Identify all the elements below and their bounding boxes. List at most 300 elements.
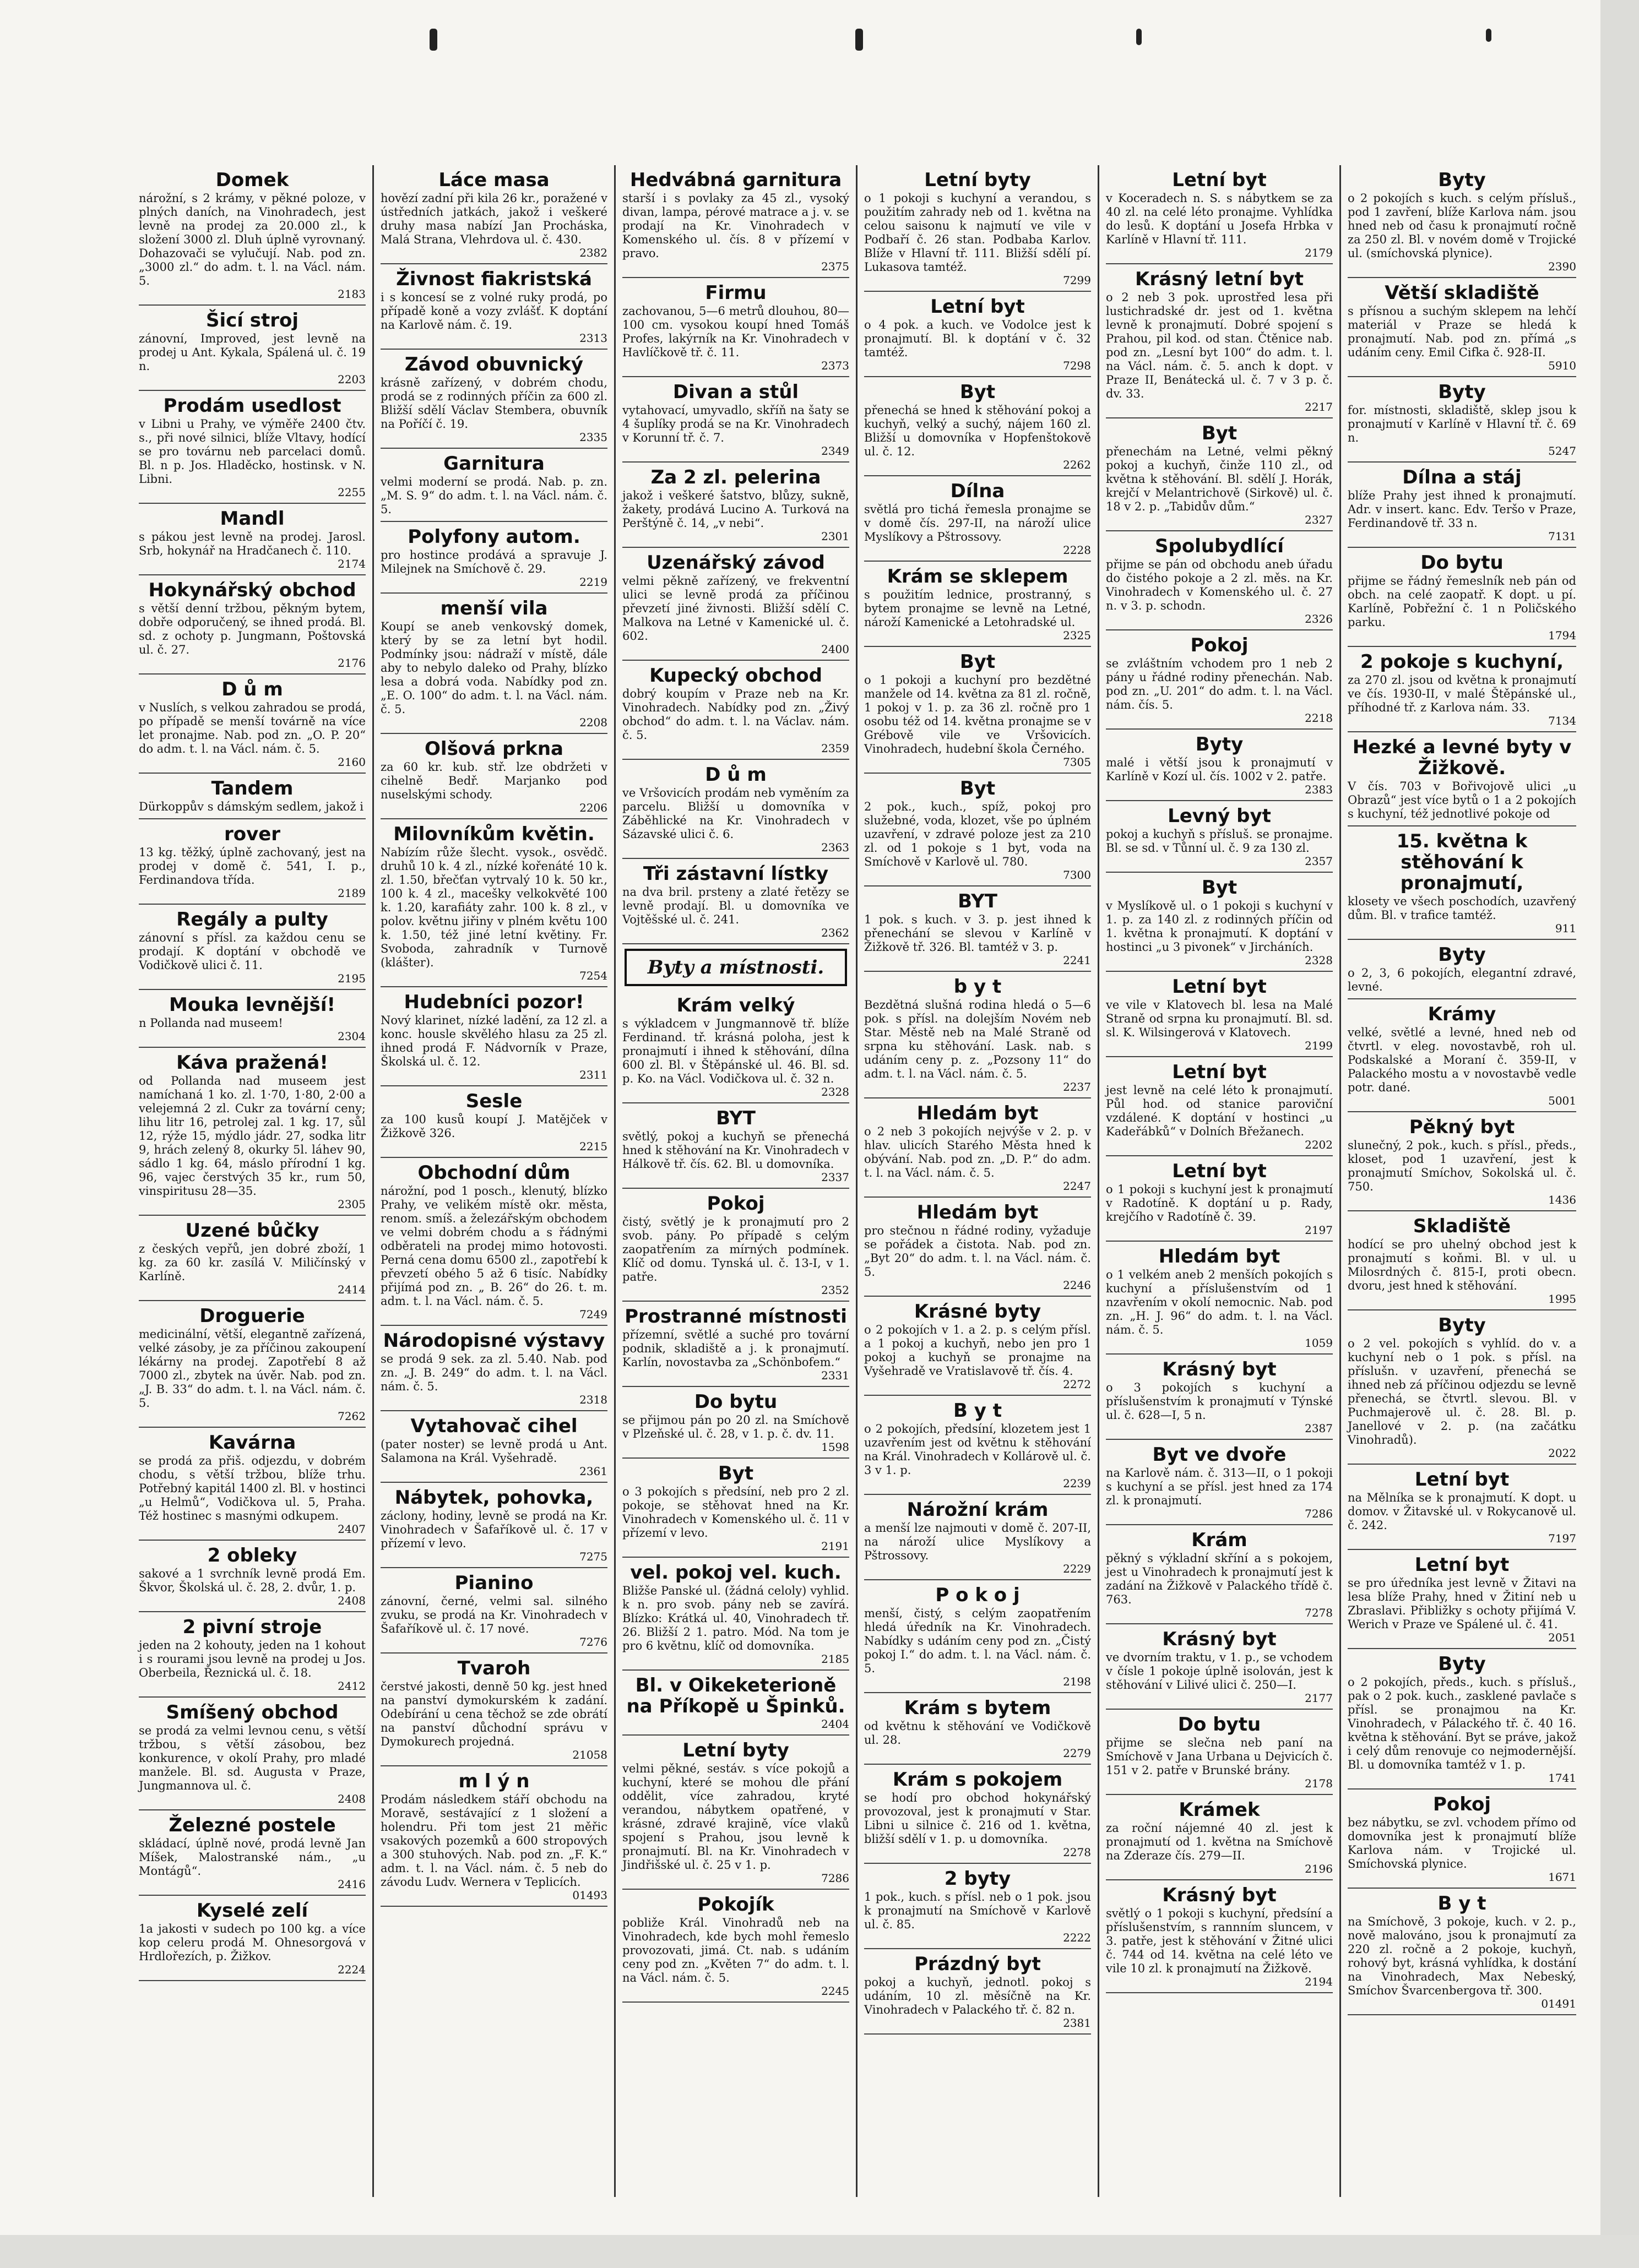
classified-ad xyxy=(139,1896,366,1981)
ad-heading: Hokynářský obchod xyxy=(148,579,356,601)
ad-text: for. místnosti, skladiště, sklep jsou k pronajmutí v Karlíně v Hlavní tř. č. 69 n. xyxy=(1348,404,1576,444)
classified-ad xyxy=(864,1765,1091,1864)
classified-ad xyxy=(381,987,607,1086)
classified-ad xyxy=(139,819,366,905)
ad-text: pobliže Král. Vinohradů neb na Vinohradech, kde bych mohl řemeslo provozovati, jimá. Ct. nab. s udáním ceny pod zn. „Květen 7“ do adm. t. l. na Václ. nám. č. 5. xyxy=(622,1916,849,1984)
ad-text: přijme se řádný řemeslník neb pán od obch. na celé zaopatř. K dopt. u pí. Karlíně, Pobřežní č. 1 n Poličského parku. xyxy=(1348,574,1576,629)
ad-number: 2326 xyxy=(1305,612,1333,626)
ad-heading: Krám se sklepem xyxy=(887,565,1068,588)
ad-number: 2318 xyxy=(579,1393,607,1406)
ad-heading: Garnitura xyxy=(443,453,545,475)
ad-text: na Mělníka se k pronajmutí. K dopt. u domov. v Žitavské ul. v Rokycanově ul. č. 242. xyxy=(1348,1491,1576,1532)
ad-number: 2199 xyxy=(1305,1039,1333,1052)
ad-number: 2352 xyxy=(821,1283,849,1297)
classified-ad xyxy=(381,522,607,594)
classified-ad xyxy=(864,1098,1091,1198)
ad-text: od květnu k stěhování ve Vodičkově ul. 28. xyxy=(864,1720,1091,1747)
classified-ad xyxy=(1106,873,1333,972)
ad-heading: B y t xyxy=(1437,1892,1486,1915)
ad-heading: Byty xyxy=(1438,1653,1486,1675)
ad-heading: Hledám byt xyxy=(916,1102,1039,1124)
classified-ad xyxy=(1106,1624,1333,1710)
ad-text: klosety ve všech poschodích, uzavřený dům. Bl. v trafice tamtéž. xyxy=(1348,895,1576,922)
ad-heading: BYT xyxy=(958,890,997,912)
ad-number: 2218 xyxy=(1305,711,1333,725)
ad-text: přijme se slečna neb paní na Smíchově v Jana Urbana u Dejvicích č. 151 v 2. patře v Brunské brány. xyxy=(1106,1736,1333,1777)
ad-number: 2328 xyxy=(821,1085,849,1098)
ad-number: 2304 xyxy=(338,1030,366,1043)
classified-ad xyxy=(622,859,849,944)
classified-ad xyxy=(381,1766,607,1907)
ad-heading: Letní byt xyxy=(1172,169,1267,191)
ad-text: Nabízím růže šlecht. vysok., osvědč. druhů 10 k. 4 zl., nízké kořenáté 10 k. zl. 1.50, břečťan vytrvalý 10 k. 50 kr., 100 k. 4 zl., macešky velkokvěté 100 k. 1.20, karafiáty zahr. 100 k. 8 zl., v polov. květnu jiřiny v plném květu 100 k. 1.50, též jiné letní květiny. Fr. Svoboda, zahradník v Turnově (klášter). xyxy=(381,846,607,969)
classified-ad xyxy=(864,165,1091,292)
classified-ad xyxy=(864,1297,1091,1396)
classified-ad xyxy=(381,350,607,449)
ad-number: 2375 xyxy=(821,260,849,273)
classified-ad xyxy=(139,1612,366,1698)
ad-text: n Pollanda nad museem! xyxy=(139,1016,283,1030)
ad-number: 2245 xyxy=(821,1984,849,1998)
classified-ad xyxy=(139,504,366,575)
classified-ad xyxy=(381,1086,607,1158)
ad-number: 2349 xyxy=(821,444,849,458)
ad-text: Dürkoppův s dámským sedlem, jakož i xyxy=(139,800,363,813)
ad-heading: Do bytu xyxy=(1177,1714,1261,1736)
ad-text: o 4 pok. a kuch. ve Vodolce jest k pronajmutí. Bl. k doptání v č. 32 tamtéž. xyxy=(864,318,1091,359)
classified-ad xyxy=(1106,1710,1333,1795)
classified-ad xyxy=(381,594,607,734)
classified-ad xyxy=(1106,1440,1333,1525)
ad-text: o 1 pokoji s kuchyní jest k pronajmutí v Radotíně. K doptání u p. Rady, krejčího v Radotíně č. 39. xyxy=(1106,1183,1333,1223)
ad-heading: Byt xyxy=(959,381,996,403)
ad-number: 2179 xyxy=(1305,246,1333,259)
ad-heading: Mandl xyxy=(220,508,285,530)
ad-text: pokoj a kuchyň s přísluš. se pronajme. Bl. se sd. v Tůnní ul. č. 9 za 130 zl. xyxy=(1106,828,1333,855)
classified-ad xyxy=(1106,630,1333,730)
ad-heading: Prázdný byt xyxy=(914,1953,1041,1975)
ad-number: 2051 xyxy=(1548,1631,1576,1644)
ad-heading: Vytahovač cihel xyxy=(410,1415,578,1437)
classified-ad xyxy=(381,1483,607,1568)
ad-text: hodící se pro uhelný obchod jest k pronajmutí s koňmi. Bl. v ul. u Milosrdných č. 815-I, proti obecn. dvoru, jest hned k stěhování. xyxy=(1348,1238,1576,1292)
ad-text: bez nábytku, se zvl. vchodem přímo od domovníka jest k pronajmutí blíže Karlova nám. v Trojické ul. Smíchovská plynice. xyxy=(1348,1816,1576,1870)
ad-text: vytahovací, umyvadlo, skříň na šaty se 4 šuplíky prodá se na Kr. Vinohradech v Korunní tř. č. 7. xyxy=(622,404,849,444)
ad-heading: menší vila xyxy=(440,597,548,619)
ad-text: menší, čistý, s celým zaopatřením hledá úředník na Kr. Vinohradech. Nabídky s udáním ceny pod zn. „Čistý pokoj I.“ do adm. t. l. na Václ. nám. č. 5. xyxy=(864,1607,1091,1675)
ad-text: 1 pok., kuch. s přísl. neb o 1 pok. jsou k pronajmutí na Smíchově v Karlově ul. č. 85. xyxy=(864,1890,1091,1931)
ad-number: 2390 xyxy=(1548,260,1576,273)
ad-number: 7299 xyxy=(1063,274,1091,287)
ad-number: 7278 xyxy=(1305,1606,1333,1619)
ad-text: o 2 pokojích s kuch. s celým přísluš., pod 1 zavření, blíže Karlova nám. jsou hned neb od času k pronajmutí ročně za 250 zl. Bl. v novém domě v Trojické ul. (smíchovská plynice). xyxy=(1348,192,1576,260)
ad-heading: Za 2 zl. pelerina xyxy=(650,466,821,488)
classified-ad xyxy=(622,1387,849,1459)
ad-text: i s koncesí se z volné ruky prodá, po případě koně a vozy zvlášť. K doptání na Karlově nám. č. 19. xyxy=(381,291,607,331)
ad-heading: Domek xyxy=(215,169,289,191)
ad-text: s použitím lednice, prostranný, s bytem pronajme se levně na Letné, nároží Kamenické a Letohradské ul. xyxy=(864,588,1091,629)
ad-heading: D ů m xyxy=(221,678,283,700)
column-1 xyxy=(132,165,374,2197)
classified-ad xyxy=(864,377,1091,476)
ad-number: 1059 xyxy=(1305,1336,1333,1350)
ad-heading: Olšová prkna xyxy=(425,738,563,760)
ad-text: přenechám na Letné, velmi pěkný pokoj a kuchyň, činže 110 zl., od května k stěhování. Bl. sdělí J. Horák, krejčí v Melantrichově (Sirkově) ul. č. 18 v 2. p. „Tabidův dům.“ xyxy=(1106,445,1333,513)
ad-text: 1a jakosti v sudech po 100 kg. a více kop celeru prodá M. Ohnesorgová v Hrdlořezích, p. Žižkov. xyxy=(139,1922,366,1963)
ad-text: o 2 neb 3 pokojích nejvýše v 2. p. v hlav. ulicích Starého Města hned k obývání. Nab. pod zn. „D. P.“ do adm. t. l. na Václ. nám. č. 5. xyxy=(864,1125,1091,1179)
ad-text: medicinální, větší, elegantně zařízená, velké zásoby, je za příčinou zakoupení lékárny na prodej. Zapotřebí 8 až 7000 zl., zbytek na úvěr. Nab. pod zn. „J. B. 33“ do adm. t. l. na Václ. nám. č. 5. xyxy=(139,1328,366,1410)
ad-heading: Hledám byt xyxy=(916,1201,1039,1223)
ad-number: 7286 xyxy=(1305,1507,1333,1520)
ad-text: slunečný, 2 pok., kuch. s přísl., předs., kloset, pod 1 uzavření, jest k pronajmutí Smíchov, Sokolská ul. č. 750. xyxy=(1348,1139,1576,1193)
ad-number: 2176 xyxy=(338,656,366,670)
ad-heading: Větší skladiště xyxy=(1385,282,1539,304)
classified-ad xyxy=(1348,940,1576,999)
ad-text: se prodá 9 sek. za zl. 5.40. Nab. pod zn. „J. B. 249“ do adm. t. l. na Václ. nám. č. 5. xyxy=(381,1352,607,1393)
ad-text: s přísnou a suchým sklepem na lehčí materiál v Praze se hledá k pronajmutí. Nab. pod zn. přímá „s udáním ceny. Emil Cifka č. 928-II. xyxy=(1348,304,1576,359)
ad-text: nárožní, s 2 krámy, v pěkné poloze, v plných daních, na Vinohradech, jest levně na prodej za 20.000 zl., k složení 3000 zl. Dluh úplně vyrovnaný. Dohazovači se vylučují. Nab. pod zn. „3000 zl.“ do adm. t. l. na Václ. nám. 5. xyxy=(139,192,366,287)
ad-heading: Dílna a stáj xyxy=(1402,466,1522,488)
classified-ad xyxy=(1348,826,1576,940)
ad-number: 2412 xyxy=(338,1679,366,1693)
classified-ad xyxy=(1348,1790,1576,1889)
ad-number: 911 xyxy=(1555,922,1576,935)
ad-text: velké, světlé a levné, hned neb od čtvrtl. v eleg. novostavbě, roh ul. Podskalské a Moraní č. 359-II, v Palackého mostu a v novostavbě vedle potr. dané. xyxy=(1348,1026,1576,1094)
ad-heading: Pokoj xyxy=(1190,634,1249,656)
ad-text: na Smíchově, 3 pokoje, kuch. v 2. p., nově malováno, jsou k pronajmutí za 220 zl. ročně a 2 pokoje, kuchyň, rohový byt, krásná vyhlídka, k dostání na Vinohradech, Max Nebeský, Smíchov Švarcenbergova tř. 300. xyxy=(1348,1915,1576,1997)
classified-ad xyxy=(1348,999,1576,1112)
ad-number: 2382 xyxy=(579,246,607,259)
ad-number: 2362 xyxy=(821,926,849,939)
classified-ad xyxy=(864,774,1091,886)
ad-number: 2313 xyxy=(579,331,607,345)
ad-text: zánovní, černé, velmi sal. silného zvuku, se prodá na Kr. Vinohradech v Šafaříkově ul. č. 17 nové. xyxy=(381,1595,607,1635)
classified-ad xyxy=(622,1302,849,1387)
classified-ad xyxy=(381,1411,607,1483)
ad-heading: 15. května k stěhování k pronajmutí, xyxy=(1396,830,1528,894)
ad-heading: P o k o j xyxy=(935,1584,1020,1606)
ad-text: čistý, světlý je k pronajmutí pro 2 svob. pány. Po případě s celým zaopatřením za mírných podmínek. Klíč od domu. Tynská ul. č. 13-I, v 1. patře. xyxy=(622,1215,849,1283)
classified-ad xyxy=(864,476,1091,562)
ad-number: 2272 xyxy=(1063,1378,1091,1391)
classified-ad xyxy=(864,1396,1091,1495)
ad-number: 2177 xyxy=(1305,1692,1333,1705)
ad-heading: Krásný letní byt xyxy=(1135,268,1304,290)
ad-heading: Národopisné výstavy xyxy=(383,1330,605,1352)
ad-number: 7249 xyxy=(579,1308,607,1321)
ad-heading: Tvaroh xyxy=(457,1657,531,1679)
ad-text: od Pollanda nad museem jest namíchaná 1 ko. zl. 1·70, 1·80, 2·00 a velejemná 2 zl. Cukr za tovární ceny; lihu litr 16, petrolej zal. 1 kg. 17, sůl 12, rýže 15, mýdlo jádr. 27, sodka litr 9, hrách zelený 8, okurky 5l. láhev 90, sádlo 1 kg. 64, máslo přírodní 1 kg. 96, vajec čerstvých 35 kr., rum 50, vinspiritusu 28—35. xyxy=(139,1074,366,1198)
ad-text: na dva bril. prsteny a zlaté řetězy se levně prodají. Bl. u domovníka ve Vojtěšské ul. č. 241. xyxy=(622,885,849,926)
ad-heading: Byty xyxy=(1438,944,1486,966)
ad-heading: Tandem xyxy=(211,777,294,799)
ad-heading: Závod obuvnický xyxy=(404,353,584,376)
ad-heading: Hedvábná garnitura xyxy=(629,169,842,191)
classified-ad xyxy=(139,675,366,774)
classified-ad xyxy=(139,905,366,990)
ad-heading: Skladiště xyxy=(1413,1215,1511,1237)
classified-ad xyxy=(381,1326,607,1411)
classified-ad xyxy=(139,165,366,306)
ad-heading: Letní byt xyxy=(1414,1469,1510,1491)
ad-number: 2189 xyxy=(338,886,366,900)
ad-number: 21058 xyxy=(572,1748,607,1761)
ad-heading: Pokojík xyxy=(697,1894,774,1916)
ad-text: nárožní, pod 1 posch., klenutý, blízko Prahy, ve velikém místě okr. města, renom. smíš. a železářským obchodem ve velmi dobrém chodu a s řádnými odběrateli na prodej mimo hotovosti. Perná cena domu 6500 zl., zapotřebí k převzetí obého 5 až 6 tisíc. Nabídky přijímá pod zn. „ B. 26“ do 26. t. m. adm. t. l. na Václ. nám. č. 5. xyxy=(381,1184,607,1308)
ad-heading: Krám xyxy=(1191,1529,1247,1551)
ad-number: 2202 xyxy=(1305,1138,1333,1151)
binding-mark xyxy=(855,29,863,51)
ad-heading: b y t xyxy=(953,976,1002,998)
classified-ad xyxy=(139,1541,366,1612)
ad-heading: Do bytu xyxy=(1420,552,1504,574)
ad-heading: Kyselé zelí xyxy=(196,1900,308,1922)
ad-text: za roční nájemné 40 zl. jest k pronajmutí od 1. května na Smíchově na Zderaze čís. 279—II. xyxy=(1106,1821,1333,1862)
column-4 xyxy=(858,165,1099,2197)
ad-heading: Levný byt xyxy=(1168,805,1271,827)
ad-number: 5001 xyxy=(1548,1094,1576,1107)
classified-ad xyxy=(622,1459,849,1558)
ad-text: 1 pok. s kuch. v 3. p. jest ihned k přenechání se slevou v Karlíně v Žižkově tř. 326. Bl. tamtéž v 3. p. xyxy=(864,913,1091,954)
ad-heading: Letní byt xyxy=(1414,1554,1510,1576)
ad-number: 2215 xyxy=(579,1140,607,1153)
ad-text: ve Vršovicích prodám neb vyměním za parcelu. Bližší u domovníka v Záběhlické na Kr. Vinohradech v Sázavské ulici č. 6. xyxy=(622,786,849,841)
classified-ad xyxy=(622,1736,849,1890)
classified-ad xyxy=(864,1949,1091,2035)
ad-text: v Nuslích, s velkou zahradou se prodá, po případě se menší továrně na více let pronajme. Nab. pod zn. „O. P. 20“ do adm. t. l. na Václ. nám. č. 5. xyxy=(139,701,366,755)
ad-text: Nový klarinet, nízké ladění, za 12 zl. a konc. housle skvělého hlasu za 25 zl. ihned prodá F. Nádvorník v Praze, Školská ul. č. 12. xyxy=(381,1014,607,1068)
ad-heading: Byt ve dvoře xyxy=(1152,1444,1287,1466)
ad-number: 5247 xyxy=(1548,444,1576,458)
ad-number: 2414 xyxy=(338,1283,366,1296)
ad-text: ve vile v Klatovech bl. lesa na Malé Straně od srpna ku pronajmutí. Bl. sd. sl. K. Wilsingerová v Klatovech. xyxy=(1106,998,1333,1039)
classified-ad xyxy=(1348,1465,1576,1550)
ad-heading: Krásné byty xyxy=(914,1301,1041,1323)
ad-text: pěkný s výkladní skříní a s pokojem, jest u Vinohradech k pronajmutí jest k zadání na Žižkově v Palackého třídě č. 763. xyxy=(1106,1552,1333,1606)
classified-ad xyxy=(381,1568,607,1654)
ad-number: 7275 xyxy=(579,1550,607,1563)
column-2 xyxy=(374,165,616,2197)
ad-number: 2325 xyxy=(1063,629,1091,642)
ad-heading: Pokoj xyxy=(707,1193,765,1215)
classified-ad xyxy=(864,1864,1091,1949)
ad-number: 2408 xyxy=(338,1792,366,1805)
ad-heading: Dílna xyxy=(950,480,1005,502)
ad-heading: Byt xyxy=(959,777,996,799)
ad-number: 01491 xyxy=(1541,1997,1576,2010)
ad-heading: Kupecký obchod xyxy=(649,665,822,687)
classified-ad xyxy=(381,1654,607,1766)
ad-number: 2224 xyxy=(338,1963,366,1976)
ad-number: 2206 xyxy=(579,801,607,814)
ad-text: Bližše Panské ul. (žádná celoly) vyhlid. k n. pro svob. pány neb se zavírá. Blízko: Krátká ul. 40, Vinohradech tř. 26. Bližší 2 1. patro. Mód. Na tom je pro 6 květnu, klíč od domovníka. xyxy=(622,1584,849,1652)
ad-text: (pater noster) se levně prodá u Ant. Salamona na Král. Vyšehradě. xyxy=(381,1438,607,1465)
ad-number: 5910 xyxy=(1548,359,1576,372)
ad-text: zachovanou, 5—6 metrů dlouhou, 80—100 cm. vysokou koupí hned Tomáš Profes, lakýrník na Kr. Vinohradech v Havlíčkově tř. č. 11. xyxy=(622,304,849,359)
classified-ad xyxy=(622,548,849,661)
classified-ad xyxy=(1348,165,1576,278)
ad-heading: Smíšený obchod xyxy=(166,1701,339,1723)
classified-ad xyxy=(622,760,849,859)
ad-text: se hodí pro obchod hokynářský provozoval, jest k pronajmutí v Star. Libni u silnice č. 216 od 1. května, bližší sdělí v 1. p. u domovníka. xyxy=(864,1791,1091,1846)
ad-heading: Káva pražená! xyxy=(176,1052,328,1074)
classified-ad xyxy=(622,661,849,760)
ad-number: 2331 xyxy=(821,1369,849,1382)
classified-ad xyxy=(1106,730,1333,801)
binding-mark xyxy=(430,29,437,51)
ad-heading: Byt xyxy=(959,651,996,673)
classified-ad xyxy=(1348,1649,1576,1790)
ad-number: 2327 xyxy=(1305,513,1333,526)
classified-ad xyxy=(622,463,849,548)
ad-text: krásně zařízený, v dobrém chodu, prodá se z rodinných příčin za 600 zl. Bližší sdělí Václav Stembera, obuvník na Poříčí č. 19. xyxy=(381,376,607,431)
ad-number: 1995 xyxy=(1548,1292,1576,1306)
classified-ad xyxy=(864,647,1091,774)
ad-text: zánovní, Improved, jest levně na prodej u Ant. Kykala, Spálená ul. č. 19 n. xyxy=(139,332,366,373)
ad-number: 7276 xyxy=(579,1635,607,1649)
ad-text: 2 pok., kuch., spíž, pokoj pro služebné, voda, klozet, vše po úplném uzavření, v zdravé poloze jest za 210 zl. od 1 pokoje s 1 byt, voda na Smíchově v Karlově ul. 780. xyxy=(864,800,1091,868)
ad-number: 2219 xyxy=(579,575,607,589)
ad-heading: Hezké a levné byty v Žižkově. xyxy=(1352,736,1572,779)
classified-ad xyxy=(139,575,366,675)
ad-number: 2196 xyxy=(1305,1862,1333,1875)
ad-text: dobrý koupím v Praze neb na Kr. Vinohradech. Nabídky pod zn. „Živý obchod“ do adm. t. l. na Václav. nám. č. 5. xyxy=(622,687,849,742)
ad-text: s pákou jest levně na prodej. Jarosl. Srb, hokynář na Hradčanech č. 110. xyxy=(139,530,366,557)
ad-text: o 1 velkém aneb 2 menších pokojích s kuchyní a příslušenstvím od 1 nzavřením v okolí nemocnic. Nab. pod zn. „H. J. 96“ do adm. t. l. na Václ. nám. č. 5. xyxy=(1106,1268,1333,1336)
ad-text: z českých vepřů, jen dobré zboží, 1 kg. za 60 kr. zasílá V. Miličínský v Karlíně. xyxy=(139,1242,366,1283)
ad-heading: Prostranné místnosti xyxy=(625,1306,847,1328)
ad-number: 2361 xyxy=(579,1465,607,1478)
classified-ad xyxy=(1106,264,1333,418)
ad-number: 7298 xyxy=(1063,359,1091,372)
ad-text: v Myslíkově ul. o 1 pokoji s kuchyní v 1. p. za 140 zl. z rodinných příčin od 1. května k pronajmutí. K doptání v hostinci „u 3 pivonek“ v Jircháních. xyxy=(1106,899,1333,954)
ad-number: 2217 xyxy=(1305,400,1333,414)
ad-number: 2228 xyxy=(1063,543,1091,557)
ad-number: 2381 xyxy=(1063,2016,1091,2030)
ad-text: o 2 vel. pokojích s vyhlíd. do v. a kuchyní neb o 1 pok. s přísl. na příslušn. v uzavření, přenechá se ihned neb zá příčinou odjezdu se levně přenechá, se čtvrtl. slevou. Bl. v Puchmajerově ul. č. 28. Bl. p. Janellové v 2. p. (na začátku Vinohradů). xyxy=(1348,1337,1576,1446)
ad-number: 7254 xyxy=(579,969,607,982)
classified-ad xyxy=(1106,972,1333,1057)
ad-number: 2279 xyxy=(1063,1747,1091,1760)
ad-text: Koupí se aneb venkovský domek, který by se za letní byt hodil. Podmínky jsou: nádraží v místě, dále aby to nebylo daleko od Prahy, blízko lesa a dobrá voda. Nabídky pod zn. „E. O. 100“ do adm. t. l. na Václ. nám. č. 5. xyxy=(381,620,607,716)
ad-text: zánovní s přísl. za každou cenu se prodají. K doptání v obchodě ve Vodičkově ulici č. 11. xyxy=(139,931,366,972)
ad-heading: Pokoj xyxy=(1433,1793,1491,1815)
ad-number: 2278 xyxy=(1063,1846,1091,1859)
ad-heading: Nábytek, pohovka, xyxy=(394,1487,594,1509)
classified-ad xyxy=(622,1558,849,1671)
ad-number: 2160 xyxy=(338,755,366,769)
section-heading-box: Byty a místnosti. xyxy=(625,949,847,986)
ad-number: 2301 xyxy=(821,530,849,543)
classified-ad xyxy=(864,1198,1091,1297)
classified-ad xyxy=(1348,1112,1576,1211)
ad-text: hovězí zadní při kila 26 kr., poražené v ústředních jatkách, jakož i veškeré druhy masa nabízí Jan Procháska, Malá Strana, Vlehrdova ul. č. 430. xyxy=(381,192,607,246)
ad-number: 2022 xyxy=(1548,1446,1576,1460)
ad-heading: Nárožní krám xyxy=(907,1499,1049,1521)
ad-text: přízemní, světlé a suché pro tovární podnik, skladiště a j. k pronajmutí. Karlín, novostavba za „Schönbofem.“ xyxy=(622,1328,849,1369)
ad-number: 2191 xyxy=(821,1540,849,1553)
ad-text: o 2 neb 3 pok. uprostřed lesa při lustichradské dr. jest od 1. května levně k pronajmutí. Dobré spojení s Prahou, pil kod. od stan. Čtěnice nab. pod zn. „Lesní byt 100“ do adm. t. l. na Václ. nám. č. 5. anch k dopt. v Praze II, Benátecká ul. č. 7 v 3 p. č. dv. 33. xyxy=(1106,291,1333,400)
ad-number: 2357 xyxy=(1305,855,1333,868)
ad-heading: Železné postele xyxy=(169,1814,336,1836)
ad-text: a menší lze najmouti v domě č. 207-II, na nároží ulice Myslíkovy a Pštrossovy. xyxy=(864,1521,1091,1562)
ad-number: 2408 xyxy=(338,1594,366,1607)
ad-text: záclony, hodiny, levně se prodá na Kr. Vinohradech v Šafaříkově ul. č. 17 v přízemí v levo. xyxy=(381,1509,607,1550)
classified-ad xyxy=(1348,278,1576,377)
ad-text: v Libni u Prahy, ve výměře 2400 čtv. s., při nové silnici, blíže Vltavy, hodící se pro továrnu neb parcelaci domů. Bl. n p. Jos. Hladěcko, hostinsk. v N. Libni. xyxy=(139,417,366,486)
ad-heading: D ů m xyxy=(705,764,767,786)
ad-heading: Pianino xyxy=(454,1572,534,1594)
binding-mark xyxy=(1136,29,1142,45)
ad-text: čerstvé jakosti, denně 50 kg. jest hned na panství dymokurském k zadání. Odebírání u cena těchož se zde obrátí na panství důchodní správu v Dymokurech projedná. xyxy=(381,1680,607,1748)
ad-heading: Letní byty xyxy=(682,1739,789,1761)
ad-heading: 2 pivní stroje xyxy=(182,1616,322,1638)
ad-heading: Krámek xyxy=(1179,1799,1260,1821)
ad-heading: Byty xyxy=(1438,381,1486,403)
classified-ad xyxy=(622,377,849,463)
ad-text: o 2, 3, 6 pokojích, elegantní zdravé, levné. xyxy=(1348,966,1576,993)
ad-number: 2416 xyxy=(338,1878,366,1891)
ad-text: pro stečnou n řádné rodiny, vyžaduje se pořádek a čistota. Nab. pod zn. „Byt 20“ do adm. t. l. na Václ. nám. č. 5. xyxy=(864,1224,1091,1279)
ad-text: blíže Prahy jest ihned k pronajmutí. Adr. v insert. kanc. Edv. Teršo v Praze, Ferdinandově tř. 33 n. xyxy=(1348,489,1576,530)
ad-heading: Droguerie xyxy=(199,1305,305,1327)
ad-number: 7305 xyxy=(1063,755,1091,769)
classified-ad xyxy=(622,991,849,1103)
classified-ad xyxy=(864,886,1091,972)
ad-text: přijme se pán od obchodu aneb úřadu do čistého pokoje a 2 zl. měs. na Kr. Vinohradech v Komenského ul. č. 27 n. v 3. p. schodn. xyxy=(1106,558,1333,612)
ad-text: se zvláštním vchodem pro 1 neb 2 pány u řádné rodiny přenechán. Nab. pod zn. „U. 201“ do adm. t. l. na Václ. nám. čís. 5. xyxy=(1106,657,1333,711)
ad-text: se přijmou pán po 20 zl. na Smíchově v Plzeňské ul. č. 28, v 1. p. č. dv. 11. xyxy=(622,1413,849,1440)
ad-text: velmi moderní se prodá. Nab. p. zn. „M. S. 9“ do adm. t. l. na Václ. nám. č. 5. xyxy=(381,475,607,516)
ad-text: malé i větší jsou k pronajmutí v Karlíně v Kozí ul. čís. 1002 v 2. patře. xyxy=(1106,756,1333,783)
ad-text: na Karlově nám. č. 313—II, o 1 pokoji s kuchyní a se přísl. jest hned za 174 zl. k pronajmutí. xyxy=(1106,1466,1333,1507)
ad-heading: Krám velký xyxy=(676,994,795,1016)
ad-heading: Krám s bytem xyxy=(904,1697,1051,1719)
classified-ad xyxy=(139,1048,366,1216)
ad-heading: vel. pokoj vel. kuch. xyxy=(630,1562,842,1584)
ad-text: v Koceradech n. S. s nábytkem se za 40 zl. na celé léto pronajme. Vyhlídka do lesů. K doptání u Josefa Hrbka v Karlíně v Hlavní tř. 111. xyxy=(1106,192,1333,246)
ad-number: 2197 xyxy=(1305,1223,1333,1237)
ad-heading: Letní byt xyxy=(1172,976,1267,998)
ad-text: se prodá za velmi levnou cenu, s větší tržbou, s větší zásobou, bez konkurence, v okolí Prahy, pro mladé manžele. Bl. sd. Augusta v Praze, Jungmannova ul. č. xyxy=(139,1724,366,1792)
classified-ad xyxy=(1348,1889,1576,2015)
ad-number: 2337 xyxy=(821,1171,849,1184)
ad-heading: Regály a pulty xyxy=(176,909,328,931)
classified-ad xyxy=(864,972,1091,1098)
ad-heading: Firmu xyxy=(705,282,767,304)
ad-heading: Uzené bůčky xyxy=(185,1220,319,1242)
ad-text: pro hostince prodává a spravuje J. Milejnek na Smíchově č. 29. xyxy=(381,548,607,575)
ad-number: 2208 xyxy=(579,716,607,729)
ad-heading: Krásný byt xyxy=(1162,1884,1277,1906)
ad-text: sakové a 1 svrchník levně prodá Em. Škvor, Školská ul. č. 28, 2. dvůr, 1. p. xyxy=(139,1567,366,1594)
ad-text: o 2 pokojích v 1. a 2. p. s celým přísl. a 1 pokoj a kuchyň, nebo jen pro 1 pokoj a kuchyň se pronajme na Vyšehradě ve Vratislavově tř. čís. 4. xyxy=(864,1323,1091,1378)
ad-number: 2359 xyxy=(821,742,849,755)
ad-number: 2407 xyxy=(338,1522,366,1536)
ad-text: 13 kg. těžký, úplně zachovaný, jest na prodej v domě č. 541, I. p., Ferdinandova třída. xyxy=(139,846,366,886)
column-6 xyxy=(1341,165,1583,2197)
ad-text: s větší denní tržbou, pěkným bytem, dobře odporučený, se ihned prodá. Bl. sd. z ochoty p. Jungmann, Poštovská ul. č. 27. xyxy=(139,602,366,656)
ad-number: 2229 xyxy=(1063,1562,1091,1575)
classified-ad xyxy=(1106,1355,1333,1440)
ad-heading: Divan a stůl xyxy=(672,381,799,403)
ad-text: velmi pěkně zařízený, ve frekventní ulici se levně prodá za příčinou převzetí jiné živnosti. Bližší sdělí C. Malkova na Letné v Kamenické ul. č. 602. xyxy=(622,574,849,643)
ad-heading: Hledám byt xyxy=(1158,1246,1280,1268)
classified-ad xyxy=(1106,418,1333,531)
ad-number: 2255 xyxy=(338,486,366,499)
ad-number: 7134 xyxy=(1548,714,1576,727)
classified-ad xyxy=(1348,1211,1576,1310)
